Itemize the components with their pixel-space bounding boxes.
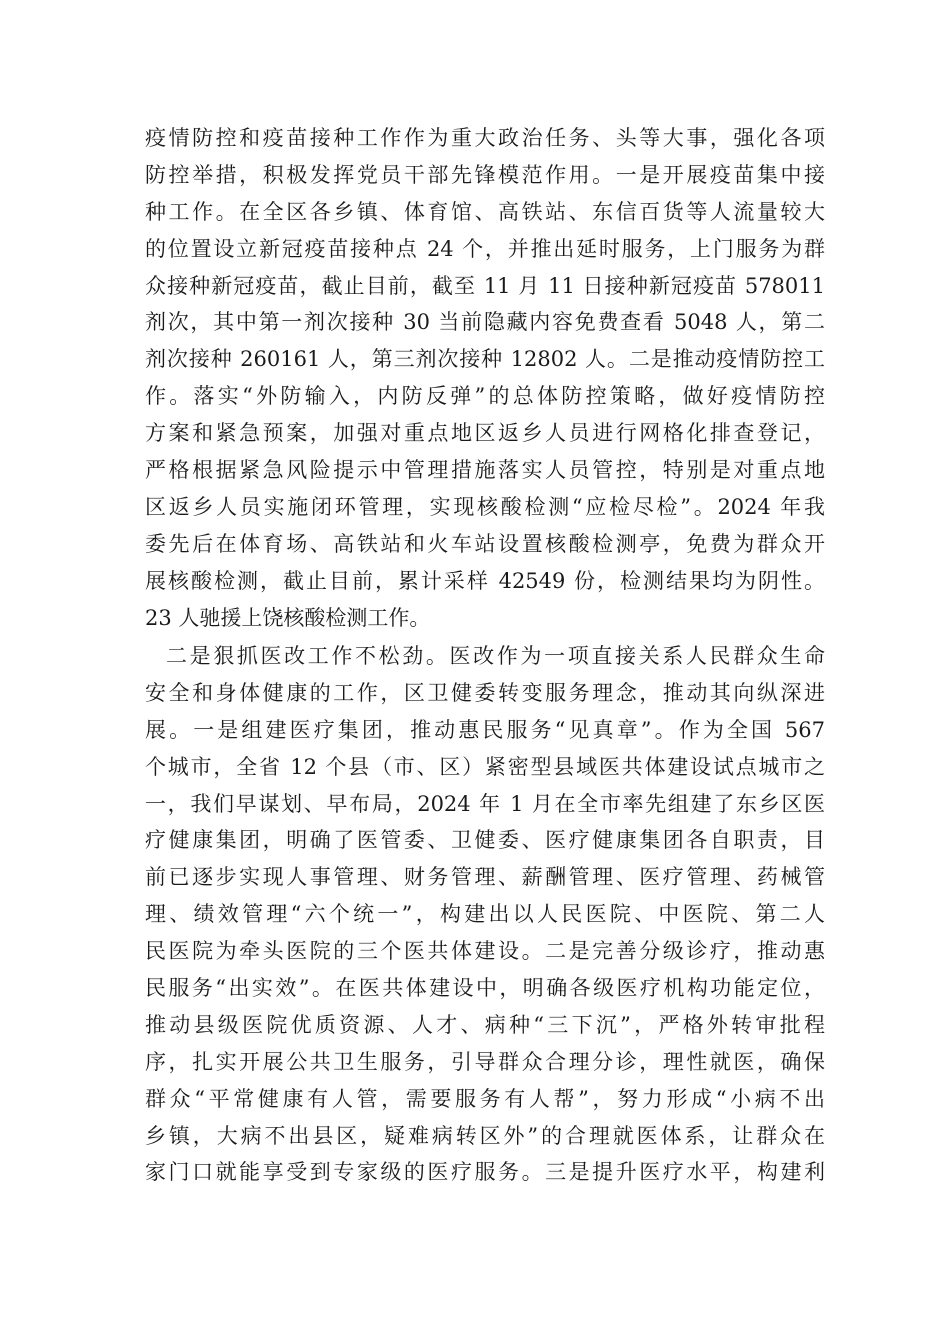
text-line: 的位置设立新冠疫苗接种点 24 个，并推出延时服务，上门服务为群 bbox=[145, 236, 825, 261]
text-line: 序，扎实开展公共卫生服务，引导群众合理分诊，理性就医，确保 bbox=[145, 1049, 825, 1074]
text-line: 区返乡人员实施闭环管理，实现核酸检测“应检尽检”。2024 年我 bbox=[145, 494, 825, 519]
text-line: 展。一是组建医疗集团，推动惠民服务“见真章”。作为全国 567 bbox=[145, 717, 825, 742]
text-line: 方案和紧急预案，加强对重点地区返乡人员进行网格化排查登记， bbox=[145, 421, 825, 446]
text-line: 疗健康集团，明确了医管委、卫健委、医疗健康集团各自职责，目 bbox=[145, 828, 825, 853]
text-line-indented: 二是狠抓医改工作不松劲。医改作为一项直接关系人民群众生命 bbox=[166, 644, 825, 668]
text-line: 安全和身体健康的工作，区卫健委转变服务理念，推动其向纵深进 bbox=[145, 680, 825, 705]
text-line: 前已逐步实现人事管理、财务管理、薪酬管理、医疗管理、药械管 bbox=[145, 865, 825, 890]
text-line: 作。落实“外防输入，内防反弹”的总体防控策略，做好疫情防控 bbox=[145, 384, 825, 409]
text-line: 理、绩效管理“六个统一”，构建出以人民医院、中医院、第二人 bbox=[145, 902, 825, 927]
text-line: 严格根据紧急风险提示中管理措施落实人员管控，特别是对重点地 bbox=[145, 458, 825, 483]
text-line: 推动县级医院优质资源、人才、病种“三下沉”，严格外转审批程 bbox=[145, 1012, 825, 1037]
text-line: 剂次接种 260161 人，第三剂次接种 12802 人。二是推动疫情防控工 bbox=[145, 347, 825, 372]
text-line: 防控举措，积极发挥党员干部先锋模范作用。一是开展疫苗集中接 bbox=[145, 162, 825, 187]
text-line: 家门口就能享受到专家级的医疗服务。三是提升医疗水平，构建利 bbox=[145, 1160, 825, 1185]
text-line: 群众“平常健康有人管，需要服务有人帮”，努力形成“小病不出 bbox=[145, 1086, 825, 1111]
text-line: 展核酸检测，截止目前，累计采样 42549 份，检测结果均为阴性。 bbox=[145, 568, 825, 593]
text-line: 种工作。在全区各乡镇、体育馆、高铁站、东信百货等人流量较大 bbox=[145, 199, 825, 224]
text-line: 民服务“出实效”。在医共体建设中，明确各级医疗机构功能定位， bbox=[145, 976, 825, 1001]
text-line: 民医院为牵头医院的三个医共体建设。二是完善分级诊疗，推动惠 bbox=[145, 939, 825, 964]
text-line: 剂次，其中第一剂次接种 30 当前隐藏内容免费查看 5048 人，第二 bbox=[145, 310, 825, 335]
text-line: 疫情防控和疫苗接种工作作为重大政治任务、头等大事，强化各项 bbox=[145, 126, 825, 150]
text-line: 个城市，全省 12 个县（市、区）紧密型县域医共体建设试点城市之 bbox=[145, 754, 825, 779]
text-line-last: 23 人驰援上饶核酸检测工作。 bbox=[145, 605, 431, 630]
paragraph-epidemic-prevention bbox=[145, 120, 825, 636]
paragraph-medical-reform bbox=[145, 638, 825, 1191]
text-line: 众接种新冠疫苗，截止目前，截至 11 月 11 日接种新冠疫苗 578011 bbox=[145, 273, 825, 298]
text-line: 一，我们早谋划、早布局，2024 年 1 月在全市率先组建了东乡区医 bbox=[145, 791, 825, 816]
text-line: 乡镇，大病不出县区，疑难病转区外”的合理就医体系，让群众在 bbox=[145, 1123, 825, 1148]
text-line: 委先后在体育场、高铁站和火车站设置核酸检测亭，免费为群众开 bbox=[145, 531, 825, 556]
